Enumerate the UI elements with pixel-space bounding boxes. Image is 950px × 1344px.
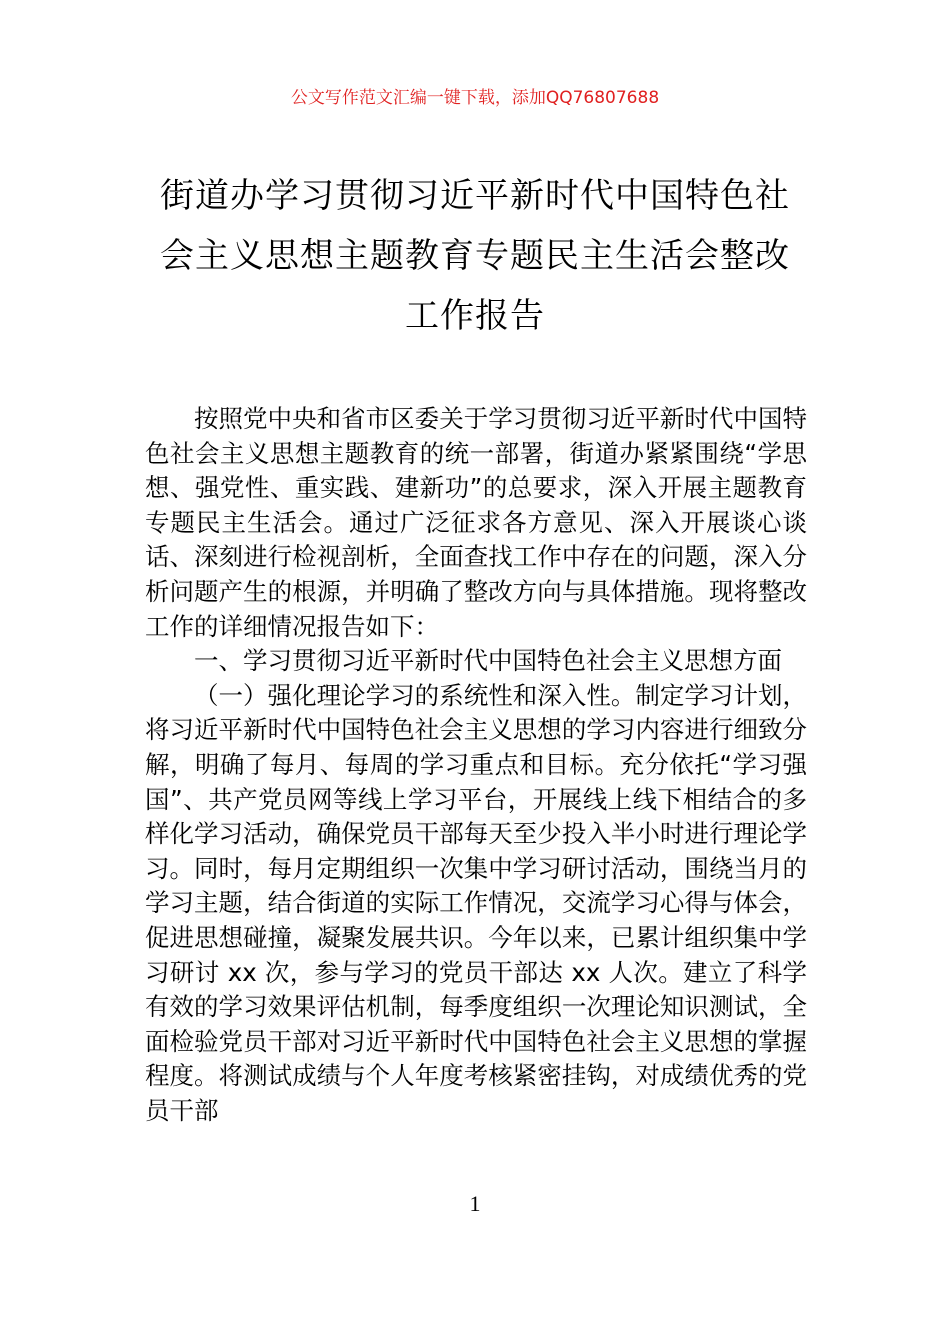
title-line: 会主义思想主题教育专题民主生活会整改 (160, 236, 790, 276)
document-body (145, 402, 807, 1128)
page-number: 1 (469, 1191, 481, 1216)
title-line: 街道办学习贯彻习近平新时代中国特色社 (160, 176, 790, 216)
intro-paragraph: 按照党中央和省市区委关于学习贯彻习近平新时代中国特色社会主义思想主题教育的统一部署，街道办紧紧围绕“学思想、强党性、重实践、建新功”的总要求，深入开展主题教育专题民主生活会。通过广泛征求各方意见、深入开展谈心谈话、深刻进行检视剖析，全面查找工作中存在的问题，深入分析问题产生的根源，并明确了整改方向与具体措施。现将整改工作的详细情况报告如下： (145, 404, 807, 641)
download-notice: 公文写作范文汇编一键下载，添加QQ76807688 (290, 88, 660, 108)
document-title (130, 166, 820, 346)
section-heading: 一、学习贯彻习近平新时代中国特色社会主义思想方面 (194, 646, 782, 676)
title-line: 工作报告 (405, 296, 545, 336)
body-paragraph: （一）强化理论学习的系统性和深入性。制定学习计划，将习近平新时代中国特色社会主义思想的学习内容进行细致分解，明确了每月、每周的学习重点和目标。充分依托“学习强国”、共产党员网等线上学习平台，开展线上线下相结合的多样化学习活动，确保党员干部每天至少投入半小时进行理论学习。同时，每月定期组织一次集中学习研讨活动，围绕当月的学习主题，结合街道的实际工作情况，交流学习心得与体会，促进思想碰撞，凝聚发展共识。今年以来，已累计组织集中学习研讨 xx 次，参与学习的党员干部达 xx 人次。建立了科学有效的学习效果评估机制，每季度组织一次理论知识测试，全面检验党员干部对习近平新时代中国特色社会主义思想的掌握程度。将测试成绩与个人年度考核紧密挂钩，对成绩优秀的党员干部 (145, 680, 807, 1125)
